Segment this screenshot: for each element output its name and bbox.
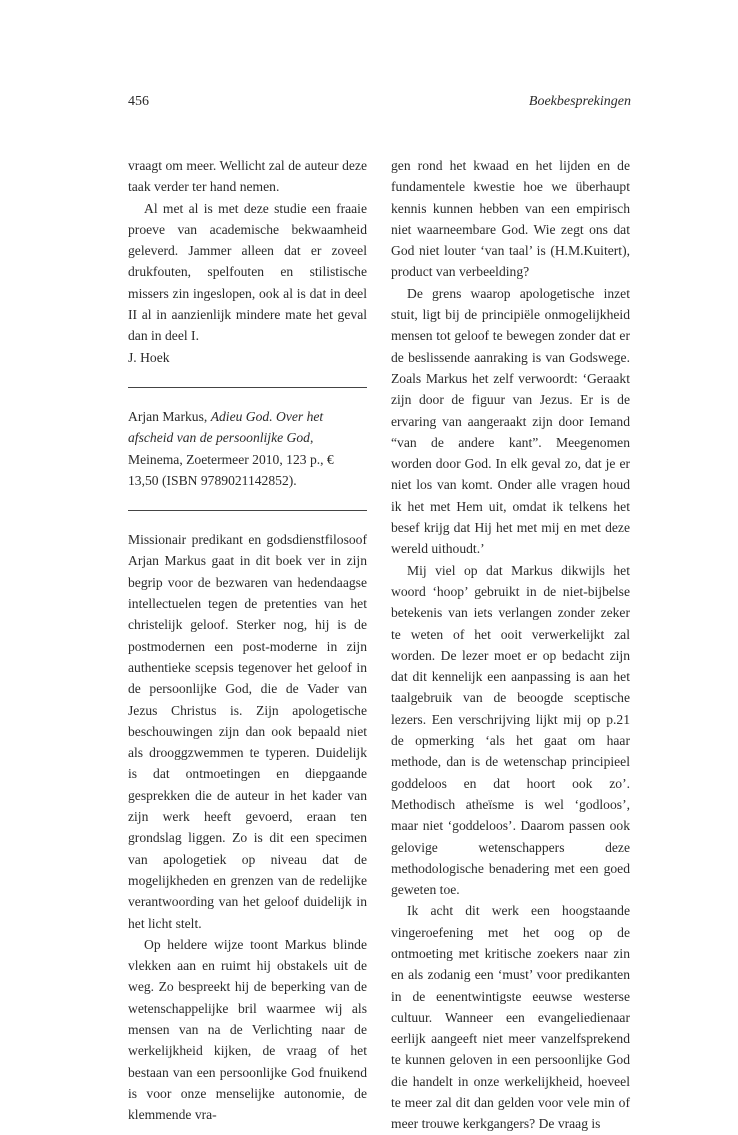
book-publisher: , Meinema, Zoetermeer 2010, 123 p., € 13,50 (ISBN 9789021142852).	[128, 430, 334, 488]
paragraph-conclusie: Ik acht dit werk een hoogstaande vingeroefening met het oog op de ontmoeting met kritische zoekers naar zin en als zodanig een ‘must’ voor predikanten in de eenentwintigste eeuwse westerse cultuur. Wanneer een evangeliedienaar eerlijk aangeeft niet meer vanzelfsprekend te kunnen geloven in een persoonlijke God die handelt in onze werkelijkheid, hoeveel te meer zal dit dan gelden voor vele min of meer trouwe kerkgangers? De vraag is	[391, 903, 630, 1132]
paragraph-right-continued: gen rond het kwaad en het lijden en de fundamentele kwestie hoe we überhaupt kennis kunnen hebben van een empirisch niet waarneembare God. Wie zegt ons dat God niet louter ‘van taal’ is (H.M.Kuitert), product van verbeelding?	[391, 158, 630, 280]
paragraph-grens: De grens waarop apologetische inzet stuit, ligt bij de principiële onmogelijkheid mensen tot geloof te bewegen zonder dat er de beslissende aanraking is van Godswege. Zoals Markus het zelf verwoordt: ‘Geraakt zijn door de figuur van Jezus. Er is de ervaring van aangeraakt zijn door Iemand “van de andere kant”. Meegenomen worden door God. In elk geval zo, dat je er niet los van komt. Onder alle vragen houd ik het met Hem uit, omdat ik telkens het besef krijg dat Hij het met mij en met deze wereld uithoudt.’	[391, 285, 630, 557]
divider-bottom	[128, 510, 367, 511]
running-head: Boekbesprekingen	[528, 94, 631, 109]
paragraph-review-2: Op heldere wijze toont Markus blinde vlekken aan en ruimt hij obstakels uit de weg. Zo bespreekt hij de beperking van de wetenschappelijke bril waarmee wij als mensen van na de Verlichting naar de werkelijkheid kijken, de vraag of het bestaan van een persoonlijke God fnuikend is voor onze menselijke autonomie, de klemmende vra-	[128, 936, 367, 1123]
right-column	[391, 155, 630, 1135]
left-column	[128, 155, 367, 1125]
reviewer-signature: J. Hoek	[128, 349, 170, 365]
paragraph-hoop: Mij viel op dat Markus dikwijls het woord ‘hoop’ gebruikt in de niet-bijbelse betekenis van iets verlangen zonder zeker te weten of het ooit verwerkelijkt zal worden. De lezer moet er op bedacht zijn dat dit kennelijk een aanpassing is aan het taalgebruik van de beoogde sceptische lezers. Een verschrijving lijkt mij op p.21 de opmerking ‘als het gaat om haar methode, dan is de wetenschap principieel goddeloos en dat hoort ook zo’. Methodisch atheïsme is wel ‘godloos’, maar niet ‘goddeloos’. Daarom passen ook gelovige wetenschappers deze methodologische benadering met een goed geweten toe.	[391, 562, 630, 898]
page-number: 456	[128, 94, 149, 109]
paragraph-review-1: Missionair predikant en godsdienstfilosoof Arjan Markus gaat in dit boek ver in zijn begrip voor de bezwaren van hedendaagse intellectuelen tegen de pretenties van het christelijk geloof. Sterker nog, hij is de postmodernen een post-moderne in zijn authentieke scepsis tegenover het geloof in de persoonlijke God, die de Vader van Jezus Christus is. Zijn apologetische beschouwingen zijn dan ook bepaald niet als drooggzwemmen te typeren. Duidelijk is dat ontmoetingen en diepgaande gesprekken die de auteur in het kader van zijn werk heeft gevoerd, eraan ten grondslag liggen. Zo is dit een specimen van apologetiek op niveau dat de mogelijkheden en grenzen van de redelijke verantwoording van het geloof duidelijk in het licht stelt.	[128, 532, 367, 931]
paragraph-continued: vraagt om meer. Wellicht zal de auteur deze taak verder ter hand nemen.	[128, 158, 367, 195]
book-citation	[128, 406, 367, 491]
paragraph-praise: Al met al is met deze studie een fraaie proeve van academische bekwaamheid geleverd. Jammer alleen dat er zoveel drukfouten, spelfouten en stilistische missers zin ingeslopen, ook al is dat in deel II al in aanzienlijk mindere mate het geval dan in deel I.	[128, 200, 367, 344]
book-title: Adieu God. Over het afscheid van de persoonlijke God	[128, 408, 324, 446]
book-author: Arjan Markus,	[128, 408, 211, 424]
divider-top	[128, 387, 367, 388]
